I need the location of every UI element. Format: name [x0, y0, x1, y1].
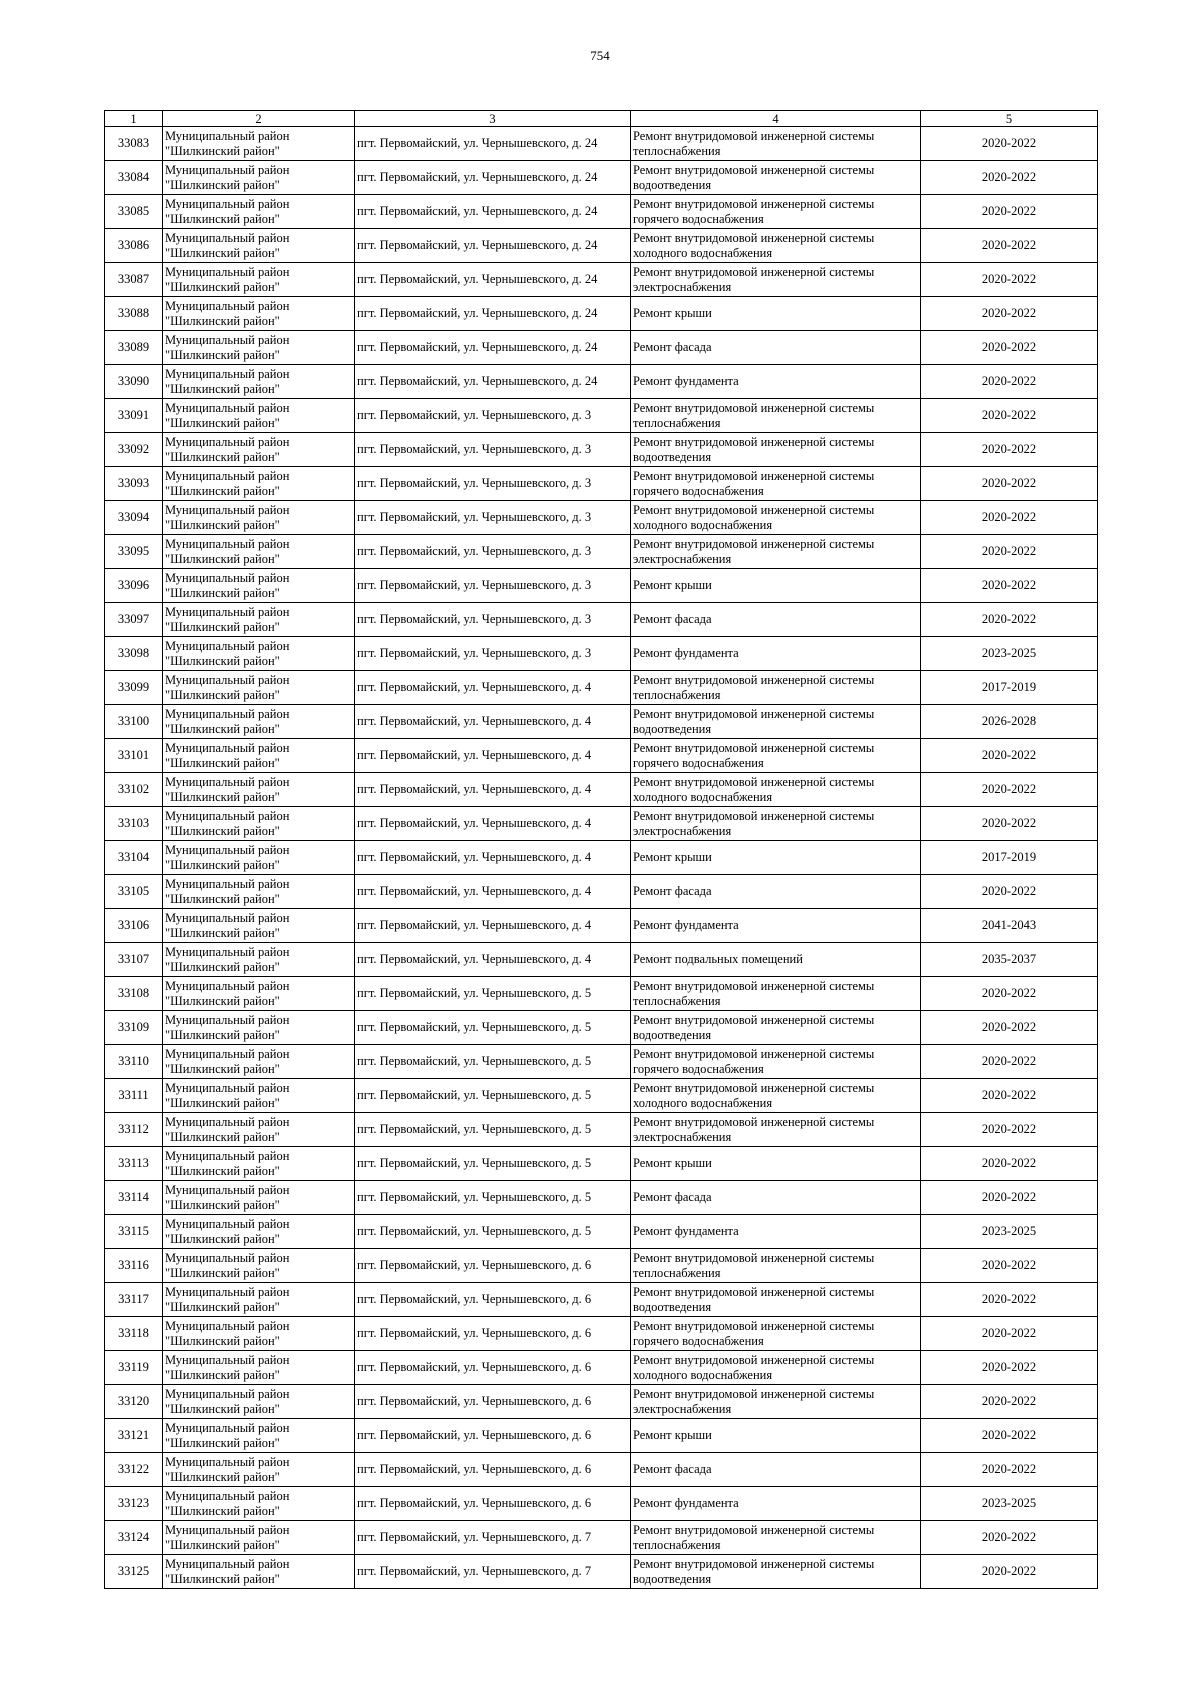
address-cell: пгт. Первомайский, ул. Чернышевского, д. 3	[355, 535, 631, 569]
period-cell: 2020-2022	[921, 399, 1098, 433]
address-cell: пгт. Первомайский, ул. Чернышевского, д. 5	[355, 1079, 631, 1113]
work-type-cell: Ремонт фасада	[631, 1453, 921, 1487]
table-row	[105, 1045, 1098, 1079]
row-number-cell: 33097	[105, 603, 163, 637]
table-body	[105, 127, 1098, 1589]
municipality-cell: Муниципальный район "Шилкинский район"	[163, 1215, 355, 1249]
address-cell: пгт. Первомайский, ул. Чернышевского, д. 4	[355, 943, 631, 977]
row-number-cell: 33099	[105, 671, 163, 705]
column-header: 5	[921, 111, 1098, 127]
period-cell: 2020-2022	[921, 161, 1098, 195]
table-row	[105, 1555, 1098, 1589]
table-row	[105, 1487, 1098, 1521]
table-row	[105, 501, 1098, 535]
municipality-cell: Муниципальный район "Шилкинский район"	[163, 1113, 355, 1147]
address-cell: пгт. Первомайский, ул. Чернышевского, д. 6	[355, 1317, 631, 1351]
column-header: 1	[105, 111, 163, 127]
row-number-cell: 33125	[105, 1555, 163, 1589]
table-row	[105, 127, 1098, 161]
period-cell: 2020-2022	[921, 433, 1098, 467]
row-number-cell: 33088	[105, 297, 163, 331]
period-cell: 2023-2025	[921, 1215, 1098, 1249]
work-type-cell: Ремонт внутридомовой инженерной системы водоотведения	[631, 705, 921, 739]
work-type-cell: Ремонт внутридомовой инженерной системы электроснабжения	[631, 263, 921, 297]
period-cell: 2020-2022	[921, 977, 1098, 1011]
municipality-cell: Муниципальный район "Шилкинский район"	[163, 705, 355, 739]
table-row	[105, 977, 1098, 1011]
period-cell: 2020-2022	[921, 1419, 1098, 1453]
row-number-cell: 33091	[105, 399, 163, 433]
work-type-cell: Ремонт внутридомовой инженерной системы водоотведения	[631, 1555, 921, 1589]
row-number-cell: 33103	[105, 807, 163, 841]
table-row	[105, 739, 1098, 773]
period-cell: 2020-2022	[921, 569, 1098, 603]
row-number-cell: 33108	[105, 977, 163, 1011]
row-number-cell: 33096	[105, 569, 163, 603]
table-row	[105, 1521, 1098, 1555]
address-cell: пгт. Первомайский, ул. Чернышевского, д. 6	[355, 1487, 631, 1521]
table-row	[105, 603, 1098, 637]
municipality-cell: Муниципальный район "Шилкинский район"	[163, 1487, 355, 1521]
address-cell: пгт. Первомайский, ул. Чернышевского, д. 3	[355, 637, 631, 671]
municipality-cell: Муниципальный район "Шилкинский район"	[163, 909, 355, 943]
row-number-cell: 33101	[105, 739, 163, 773]
table-row	[105, 705, 1098, 739]
table-row	[105, 331, 1098, 365]
period-cell: 2020-2022	[921, 1249, 1098, 1283]
work-type-cell: Ремонт фасада	[631, 331, 921, 365]
table-row	[105, 297, 1098, 331]
municipality-cell: Муниципальный район "Шилкинский район"	[163, 671, 355, 705]
work-type-cell: Ремонт внутридомовой инженерной системы водоотведения	[631, 1283, 921, 1317]
municipality-cell: Муниципальный район "Шилкинский район"	[163, 739, 355, 773]
municipality-cell: Муниципальный район "Шилкинский район"	[163, 1045, 355, 1079]
row-number-cell: 33085	[105, 195, 163, 229]
municipality-cell: Муниципальный район "Шилкинский район"	[163, 875, 355, 909]
period-cell: 2020-2022	[921, 263, 1098, 297]
municipality-cell: Муниципальный район "Шилкинский район"	[163, 433, 355, 467]
address-cell: пгт. Первомайский, ул. Чернышевского, д. 24	[355, 195, 631, 229]
table-row	[105, 943, 1098, 977]
table-row	[105, 1181, 1098, 1215]
period-cell: 2020-2022	[921, 1555, 1098, 1589]
work-type-cell: Ремонт фундамента	[631, 909, 921, 943]
work-type-cell: Ремонт внутридомовой инженерной системы холодного водоснабжения	[631, 229, 921, 263]
address-cell: пгт. Первомайский, ул. Чернышевского, д. 4	[355, 671, 631, 705]
work-type-cell: Ремонт внутридомовой инженерной системы горячего водоснабжения	[631, 739, 921, 773]
row-number-cell: 33114	[105, 1181, 163, 1215]
period-cell: 2020-2022	[921, 1385, 1098, 1419]
row-number-cell: 33110	[105, 1045, 163, 1079]
period-cell: 2020-2022	[921, 127, 1098, 161]
row-number-cell: 33089	[105, 331, 163, 365]
row-number-cell: 33098	[105, 637, 163, 671]
row-number-cell: 33095	[105, 535, 163, 569]
table-header-row	[105, 111, 1098, 127]
municipality-cell: Муниципальный район "Шилкинский район"	[163, 1011, 355, 1045]
municipality-cell: Муниципальный район "Шилкинский район"	[163, 1147, 355, 1181]
municipality-cell: Муниципальный район "Шилкинский район"	[163, 127, 355, 161]
address-cell: пгт. Первомайский, ул. Чернышевского, д. 4	[355, 807, 631, 841]
period-cell: 2023-2025	[921, 637, 1098, 671]
work-type-cell: Ремонт внутридомовой инженерной системы горячего водоснабжения	[631, 467, 921, 501]
address-cell: пгт. Первомайский, ул. Чернышевского, д. 5	[355, 977, 631, 1011]
address-cell: пгт. Первомайский, ул. Чернышевского, д. 5	[355, 1181, 631, 1215]
work-type-cell: Ремонт внутридомовой инженерной системы холодного водоснабжения	[631, 1351, 921, 1385]
address-cell: пгт. Первомайский, ул. Чернышевского, д. 24	[355, 365, 631, 399]
work-type-cell: Ремонт крыши	[631, 297, 921, 331]
work-type-cell: Ремонт внутридомовой инженерной системы холодного водоснабжения	[631, 773, 921, 807]
address-cell: пгт. Первомайский, ул. Чернышевского, д. 3	[355, 501, 631, 535]
row-number-cell: 33107	[105, 943, 163, 977]
address-cell: пгт. Первомайский, ул. Чернышевского, д. 3	[355, 569, 631, 603]
period-cell: 2020-2022	[921, 535, 1098, 569]
row-number-cell: 33106	[105, 909, 163, 943]
period-cell: 2020-2022	[921, 501, 1098, 535]
table-row	[105, 1453, 1098, 1487]
row-number-cell: 33116	[105, 1249, 163, 1283]
address-cell: пгт. Первомайский, ул. Чернышевского, д. 5	[355, 1215, 631, 1249]
municipality-cell: Муниципальный район "Шилкинский район"	[163, 943, 355, 977]
work-type-cell: Ремонт фундамента	[631, 365, 921, 399]
address-cell: пгт. Первомайский, ул. Чернышевского, д. 4	[355, 875, 631, 909]
address-cell: пгт. Первомайский, ул. Чернышевского, д. 6	[355, 1249, 631, 1283]
work-type-cell: Ремонт фундамента	[631, 637, 921, 671]
work-type-cell: Ремонт фундамента	[631, 1487, 921, 1521]
work-type-cell: Ремонт внутридомовой инженерной системы теплоснабжения	[631, 1249, 921, 1283]
municipality-cell: Муниципальный район "Шилкинский район"	[163, 1249, 355, 1283]
address-cell: пгт. Первомайский, ул. Чернышевского, д. 24	[355, 331, 631, 365]
work-type-cell: Ремонт фундамента	[631, 1215, 921, 1249]
column-header: 2	[163, 111, 355, 127]
period-cell: 2023-2025	[921, 1487, 1098, 1521]
table-row	[105, 399, 1098, 433]
table-row	[105, 1351, 1098, 1385]
work-type-cell: Ремонт внутридомовой инженерной системы теплоснабжения	[631, 127, 921, 161]
period-cell: 2020-2022	[921, 1079, 1098, 1113]
period-cell: 2026-2028	[921, 705, 1098, 739]
period-cell: 2020-2022	[921, 195, 1098, 229]
work-type-cell: Ремонт фасада	[631, 875, 921, 909]
period-cell: 2020-2022	[921, 1317, 1098, 1351]
municipality-cell: Муниципальный район "Шилкинский район"	[163, 1317, 355, 1351]
work-type-cell: Ремонт внутридомовой инженерной системы теплоснабжения	[631, 671, 921, 705]
work-type-cell: Ремонт внутридомовой инженерной системы водоотведения	[631, 1011, 921, 1045]
municipality-cell: Муниципальный район "Шилкинский район"	[163, 1283, 355, 1317]
work-type-cell: Ремонт крыши	[631, 569, 921, 603]
row-number-cell: 33090	[105, 365, 163, 399]
table-row	[105, 433, 1098, 467]
address-cell: пгт. Первомайский, ул. Чернышевского, д. 7	[355, 1555, 631, 1589]
work-type-cell: Ремонт крыши	[631, 841, 921, 875]
work-type-cell: Ремонт подвальных помещений	[631, 943, 921, 977]
period-cell: 2020-2022	[921, 875, 1098, 909]
municipality-cell: Муниципальный район "Шилкинский район"	[163, 501, 355, 535]
work-type-cell: Ремонт внутридомовой инженерной системы водоотведения	[631, 433, 921, 467]
row-number-cell: 33092	[105, 433, 163, 467]
municipality-cell: Муниципальный район "Шилкинский район"	[163, 365, 355, 399]
work-type-cell: Ремонт внутридомовой инженерной системы холодного водоснабжения	[631, 1079, 921, 1113]
table-row	[105, 909, 1098, 943]
period-cell: 2020-2022	[921, 331, 1098, 365]
row-number-cell: 33123	[105, 1487, 163, 1521]
row-number-cell: 33093	[105, 467, 163, 501]
table-row	[105, 1419, 1098, 1453]
work-type-cell: Ремонт фасада	[631, 1181, 921, 1215]
municipality-cell: Муниципальный район "Шилкинский район"	[163, 977, 355, 1011]
municipality-cell: Муниципальный район "Шилкинский район"	[163, 807, 355, 841]
municipality-cell: Муниципальный район "Шилкинский район"	[163, 1453, 355, 1487]
address-cell: пгт. Первомайский, ул. Чернышевского, д. 4	[355, 773, 631, 807]
row-number-cell: 33104	[105, 841, 163, 875]
row-number-cell: 33083	[105, 127, 163, 161]
table-row	[105, 569, 1098, 603]
table-row	[105, 535, 1098, 569]
address-cell: пгт. Первомайский, ул. Чернышевского, д. 5	[355, 1113, 631, 1147]
period-cell: 2020-2022	[921, 297, 1098, 331]
address-cell: пгт. Первомайский, ул. Чернышевского, д. 6	[355, 1453, 631, 1487]
period-cell: 2020-2022	[921, 1147, 1098, 1181]
row-number-cell: 33100	[105, 705, 163, 739]
table-row	[105, 773, 1098, 807]
row-number-cell: 33117	[105, 1283, 163, 1317]
address-cell: пгт. Первомайский, ул. Чернышевского, д. 3	[355, 433, 631, 467]
row-number-cell: 33086	[105, 229, 163, 263]
period-cell: 2017-2019	[921, 671, 1098, 705]
row-number-cell: 33115	[105, 1215, 163, 1249]
address-cell: пгт. Первомайский, ул. Чернышевского, д. 3	[355, 399, 631, 433]
municipality-cell: Муниципальный район "Шилкинский район"	[163, 773, 355, 807]
period-cell: 2020-2022	[921, 807, 1098, 841]
table-row	[105, 467, 1098, 501]
address-cell: пгт. Первомайский, ул. Чернышевского, д. 3	[355, 467, 631, 501]
column-header: 3	[355, 111, 631, 127]
table-row	[105, 195, 1098, 229]
table-row	[105, 1113, 1098, 1147]
address-cell: пгт. Первомайский, ул. Чернышевского, д. 5	[355, 1011, 631, 1045]
work-type-cell: Ремонт внутридомовой инженерной системы электроснабжения	[631, 1113, 921, 1147]
row-number-cell: 33121	[105, 1419, 163, 1453]
table-row	[105, 1317, 1098, 1351]
work-type-cell: Ремонт крыши	[631, 1147, 921, 1181]
municipality-cell: Муниципальный район "Шилкинский район"	[163, 841, 355, 875]
table-row	[105, 671, 1098, 705]
table-row	[105, 1215, 1098, 1249]
municipality-cell: Муниципальный район "Шилкинский район"	[163, 331, 355, 365]
row-number-cell: 33105	[105, 875, 163, 909]
period-cell: 2020-2022	[921, 773, 1098, 807]
period-cell: 2020-2022	[921, 1283, 1098, 1317]
row-number-cell: 33102	[105, 773, 163, 807]
row-number-cell: 33111	[105, 1079, 163, 1113]
work-type-cell: Ремонт фасада	[631, 603, 921, 637]
work-type-cell: Ремонт внутридомовой инженерной системы теплоснабжения	[631, 399, 921, 433]
row-number-cell: 33118	[105, 1317, 163, 1351]
row-number-cell: 33113	[105, 1147, 163, 1181]
period-cell: 2020-2022	[921, 467, 1098, 501]
address-cell: пгт. Первомайский, ул. Чернышевского, д. 6	[355, 1385, 631, 1419]
address-cell: пгт. Первомайский, ул. Чернышевского, д. 5	[355, 1147, 631, 1181]
table-row	[105, 229, 1098, 263]
address-cell: пгт. Первомайский, ул. Чернышевского, д. 4	[355, 909, 631, 943]
period-cell: 2041-2043	[921, 909, 1098, 943]
period-cell: 2020-2022	[921, 1351, 1098, 1385]
address-cell: пгт. Первомайский, ул. Чернышевского, д. 6	[355, 1351, 631, 1385]
table-row	[105, 1079, 1098, 1113]
table-row	[105, 161, 1098, 195]
table-row	[105, 807, 1098, 841]
work-type-cell: Ремонт внутридомовой инженерной системы горячего водоснабжения	[631, 1317, 921, 1351]
municipality-cell: Муниципальный район "Шилкинский район"	[163, 229, 355, 263]
period-cell: 2020-2022	[921, 603, 1098, 637]
address-cell: пгт. Первомайский, ул. Чернышевского, д. 4	[355, 739, 631, 773]
period-cell: 2020-2022	[921, 1045, 1098, 1079]
address-cell: пгт. Первомайский, ул. Чернышевского, д. 6	[355, 1419, 631, 1453]
municipality-cell: Муниципальный район "Шилкинский район"	[163, 195, 355, 229]
address-cell: пгт. Первомайский, ул. Чернышевского, д. 6	[355, 1283, 631, 1317]
table-row	[105, 1283, 1098, 1317]
row-number-cell: 33124	[105, 1521, 163, 1555]
row-number-cell: 33094	[105, 501, 163, 535]
work-type-cell: Ремонт внутридомовой инженерной системы теплоснабжения	[631, 1521, 921, 1555]
column-header: 4	[631, 111, 921, 127]
address-cell: пгт. Первомайский, ул. Чернышевского, д. 24	[355, 229, 631, 263]
period-cell: 2020-2022	[921, 229, 1098, 263]
period-cell: 2020-2022	[921, 1113, 1098, 1147]
row-number-cell: 33122	[105, 1453, 163, 1487]
municipality-cell: Муниципальный район "Шилкинский район"	[163, 637, 355, 671]
address-cell: пгт. Первомайский, ул. Чернышевского, д. 4	[355, 841, 631, 875]
address-cell: пгт. Первомайский, ул. Чернышевского, д. 24	[355, 127, 631, 161]
work-type-cell: Ремонт крыши	[631, 1419, 921, 1453]
municipality-cell: Муниципальный район "Шилкинский район"	[163, 297, 355, 331]
period-cell: 2035-2037	[921, 943, 1098, 977]
table-row	[105, 875, 1098, 909]
page-number: 754	[590, 48, 610, 63]
municipality-cell: Муниципальный район "Шилкинский район"	[163, 1351, 355, 1385]
municipality-cell: Муниципальный район "Шилкинский район"	[163, 569, 355, 603]
work-type-cell: Ремонт внутридомовой инженерной системы горячего водоснабжения	[631, 195, 921, 229]
municipality-cell: Муниципальный район "Шилкинский район"	[163, 1419, 355, 1453]
row-number-cell: 33119	[105, 1351, 163, 1385]
address-cell: пгт. Первомайский, ул. Чернышевского, д. 24	[355, 263, 631, 297]
period-cell: 2017-2019	[921, 841, 1098, 875]
row-number-cell: 33112	[105, 1113, 163, 1147]
table-row	[105, 841, 1098, 875]
work-type-cell: Ремонт внутридомовой инженерной системы электроснабжения	[631, 1385, 921, 1419]
period-cell: 2020-2022	[921, 739, 1098, 773]
municipality-cell: Муниципальный район "Шилкинский район"	[163, 603, 355, 637]
address-cell: пгт. Первомайский, ул. Чернышевского, д. 24	[355, 297, 631, 331]
works-table	[104, 110, 1098, 1589]
row-number-cell: 33084	[105, 161, 163, 195]
table-row	[105, 637, 1098, 671]
period-cell: 2020-2022	[921, 1453, 1098, 1487]
table-row	[105, 365, 1098, 399]
table-row	[105, 1011, 1098, 1045]
municipality-cell: Муниципальный район "Шилкинский район"	[163, 535, 355, 569]
table-row	[105, 1147, 1098, 1181]
address-cell: пгт. Первомайский, ул. Чернышевского, д. 5	[355, 1045, 631, 1079]
period-cell: 2020-2022	[921, 365, 1098, 399]
work-type-cell: Ремонт внутридомовой инженерной системы водоотведения	[631, 161, 921, 195]
address-cell: пгт. Первомайский, ул. Чернышевского, д. 4	[355, 705, 631, 739]
work-type-cell: Ремонт внутридомовой инженерной системы холодного водоснабжения	[631, 501, 921, 535]
address-cell: пгт. Первомайский, ул. Чернышевского, д. 3	[355, 603, 631, 637]
row-number-cell: 33120	[105, 1385, 163, 1419]
address-cell: пгт. Первомайский, ул. Чернышевского, д. 7	[355, 1521, 631, 1555]
municipality-cell: Муниципальный район "Шилкинский район"	[163, 399, 355, 433]
table-row	[105, 1249, 1098, 1283]
municipality-cell: Муниципальный район "Шилкинский район"	[163, 1181, 355, 1215]
municipality-cell: Муниципальный район "Шилкинский район"	[163, 161, 355, 195]
period-cell: 2020-2022	[921, 1011, 1098, 1045]
municipality-cell: Муниципальный район "Шилкинский район"	[163, 1385, 355, 1419]
work-type-cell: Ремонт внутридомовой инженерной системы теплоснабжения	[631, 977, 921, 1011]
period-cell: 2020-2022	[921, 1181, 1098, 1215]
address-cell: пгт. Первомайский, ул. Чернышевского, д. 24	[355, 161, 631, 195]
municipality-cell: Муниципальный район "Шилкинский район"	[163, 467, 355, 501]
work-type-cell: Ремонт внутридомовой инженерной системы горячего водоснабжения	[631, 1045, 921, 1079]
work-type-cell: Ремонт внутридомовой инженерной системы электроснабжения	[631, 807, 921, 841]
municipality-cell: Муниципальный район "Шилкинский район"	[163, 1079, 355, 1113]
table-row	[105, 1385, 1098, 1419]
row-number-cell: 33109	[105, 1011, 163, 1045]
table-row	[105, 263, 1098, 297]
municipality-cell: Муниципальный район "Шилкинский район"	[163, 263, 355, 297]
period-cell: 2020-2022	[921, 1521, 1098, 1555]
municipality-cell: Муниципальный район "Шилкинский район"	[163, 1555, 355, 1589]
row-number-cell: 33087	[105, 263, 163, 297]
municipality-cell: Муниципальный район "Шилкинский район"	[163, 1521, 355, 1555]
work-type-cell: Ремонт внутридомовой инженерной системы электроснабжения	[631, 535, 921, 569]
